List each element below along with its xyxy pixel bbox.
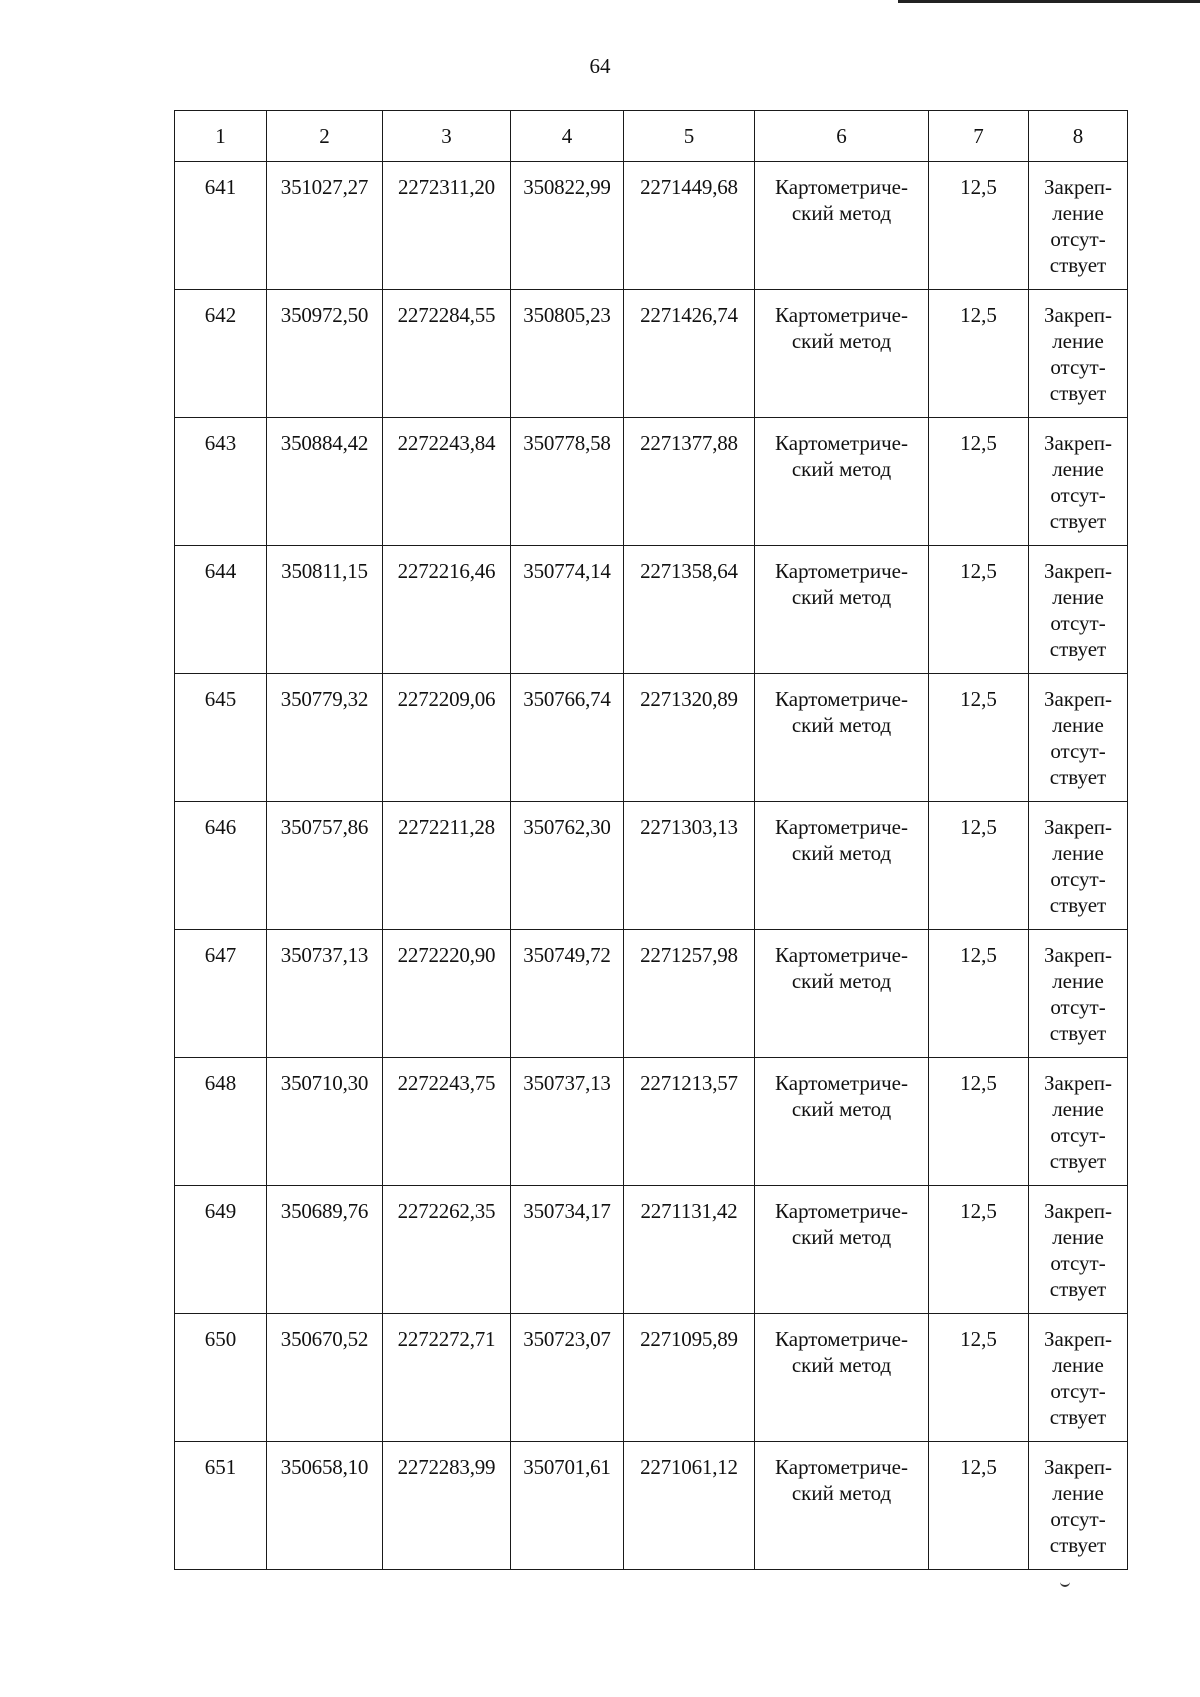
table-row [175,1314,1128,1442]
table-cell-col-4: 350822,99 [511,162,624,290]
table-cell-col-3: 2272283,99 [383,1442,511,1570]
table-cell-col-1: 651 [175,1442,267,1570]
table-cell-col-8: Закреп- ление отсут- ствует [1029,546,1128,674]
table-row [175,674,1128,802]
table-cell-col-2: 350658,10 [267,1442,383,1570]
table-cell-col-6: Картометриче- ский метод [755,418,929,546]
table-row [175,1058,1128,1186]
column-header-4: 4 [511,111,624,162]
table-row [175,1186,1128,1314]
column-header-7: 7 [929,111,1029,162]
table-cell-col-5: 2271095,89 [624,1314,755,1442]
table-cell-col-7: 12,5 [929,1186,1029,1314]
table-cell-col-7: 12,5 [929,418,1029,546]
table-cell-col-7: 12,5 [929,162,1029,290]
page-number: 64 [589,54,611,78]
table-cell-col-1: 643 [175,418,267,546]
table-cell-col-1: 648 [175,1058,267,1186]
table-cell-col-1: 645 [175,674,267,802]
table-cell-col-6: Картометриче- ский метод [755,546,929,674]
table-cell-col-8: Закреп- ление отсут- ствует [1029,1314,1128,1442]
table-cell-col-3: 2272220,90 [383,930,511,1058]
table-cell-col-3: 2272272,71 [383,1314,511,1442]
table-cell-col-7: 12,5 [929,930,1029,1058]
table-cell-col-5: 2271213,57 [624,1058,755,1186]
coordinates-table [174,110,1128,1570]
table-cell-col-4: 350701,61 [511,1442,624,1570]
table-cell-col-8: Закреп- ление отсут- ствует [1029,674,1128,802]
table-cell-col-5: 2271061,12 [624,1442,755,1570]
table-row [175,930,1128,1058]
table-cell-col-5: 2271426,74 [624,290,755,418]
table-cell-col-7: 12,5 [929,546,1029,674]
table-row [175,1442,1128,1570]
table-cell-col-2: 350884,42 [267,418,383,546]
table-cell-col-5: 2271320,89 [624,674,755,802]
table-cell-col-4: 350734,17 [511,1186,624,1314]
table-cell-col-1: 650 [175,1314,267,1442]
table-cell-col-6: Картометриче- ский метод [755,930,929,1058]
table-cell-col-5: 2271358,64 [624,546,755,674]
table-cell-col-5: 2271377,88 [624,418,755,546]
table-cell-col-7: 12,5 [929,1314,1029,1442]
table-cell-col-3: 2272243,75 [383,1058,511,1186]
table-cell-col-5: 2271131,42 [624,1186,755,1314]
table-row [175,546,1128,674]
table-row [175,162,1128,290]
table-row [175,802,1128,930]
table-cell-col-1: 646 [175,802,267,930]
table-cell-col-2: 350757,86 [267,802,383,930]
table-cell-col-4: 350737,13 [511,1058,624,1186]
table-cell-col-1: 642 [175,290,267,418]
table-cell-col-4: 350766,74 [511,674,624,802]
table-cell-col-3: 2272209,06 [383,674,511,802]
table-cell-col-7: 12,5 [929,1442,1029,1570]
table-body [175,162,1128,1570]
column-header-1: 1 [175,111,267,162]
column-header-6: 6 [755,111,929,162]
table-cell-col-1: 644 [175,546,267,674]
header-row [175,111,1128,162]
table-cell-col-7: 12,5 [929,802,1029,930]
table-cell-col-6: Картометриче- ский метод [755,1314,929,1442]
table-cell-col-3: 2272284,55 [383,290,511,418]
column-header-3: 3 [383,111,511,162]
table-cell-col-4: 350762,30 [511,802,624,930]
table-cell-col-8: Закреп- ление отсут- ствует [1029,1058,1128,1186]
top-rule [898,0,1200,3]
column-header-8: 8 [1029,111,1128,162]
table-cell-col-8: Закреп- ление отсут- ствует [1029,418,1128,546]
table-cell-col-8: Закреп- ление отсут- ствует [1029,1186,1128,1314]
table-cell-col-3: 2272211,28 [383,802,511,930]
table-cell-col-2: 350779,32 [267,674,383,802]
column-header-5: 5 [624,111,755,162]
table-cell-col-2: 350670,52 [267,1314,383,1442]
table-cell-col-4: 350778,58 [511,418,624,546]
table-cell-col-3: 2272243,84 [383,418,511,546]
table-cell-col-3: 2272216,46 [383,546,511,674]
table-cell-col-5: 2271303,13 [624,802,755,930]
table-cell-col-6: Картометриче- ский метод [755,1058,929,1186]
table-cell-col-2: 350811,15 [267,546,383,674]
table-cell-col-6: Картометриче- ский метод [755,1442,929,1570]
table-cell-col-4: 350749,72 [511,930,624,1058]
table-cell-col-3: 2272262,35 [383,1186,511,1314]
table-row [175,418,1128,546]
table-cell-col-8: Закреп- ление отсут- ствует [1029,930,1128,1058]
table-header [175,111,1128,162]
table-cell-col-4: 350805,23 [511,290,624,418]
table-cell-col-4: 350774,14 [511,546,624,674]
table-cell-col-2: 350972,50 [267,290,383,418]
table-cell-col-6: Картометриче- ский метод [755,1186,929,1314]
table-cell-col-8: Закреп- ление отсут- ствует [1029,802,1128,930]
table-cell-col-6: Картометриче- ский метод [755,290,929,418]
table-cell-col-1: 647 [175,930,267,1058]
table-cell-col-8: Закреп- ление отсут- ствует [1029,290,1128,418]
table-cell-col-7: 12,5 [929,674,1029,802]
table-cell-col-7: 12,5 [929,290,1029,418]
table-cell-col-6: Картометриче- ский метод [755,162,929,290]
table-cell-col-7: 12,5 [929,1058,1029,1186]
table-cell-col-1: 649 [175,1186,267,1314]
table-cell-col-8: Закреп- ление отсут- ствует [1029,1442,1128,1570]
table-cell-col-8: Закреп- ление отсут- ствует [1029,162,1128,290]
table-cell-col-2: 350710,30 [267,1058,383,1186]
table-row [175,290,1128,418]
table-cell-col-2: 351027,27 [267,162,383,290]
table-cell-col-1: 641 [175,162,267,290]
table-cell-col-6: Картометриче- ский метод [755,802,929,930]
table-cell-col-4: 350723,07 [511,1314,624,1442]
table-cell-col-2: 350737,13 [267,930,383,1058]
table-cell-col-2: 350689,76 [267,1186,383,1314]
table-cell-col-5: 2271257,98 [624,930,755,1058]
table-cell-col-5: 2271449,68 [624,162,755,290]
column-header-2: 2 [267,111,383,162]
table-cell-col-3: 2272311,20 [383,162,511,290]
stray-mark [1060,1580,1070,1587]
table-cell-col-6: Картометриче- ский метод [755,674,929,802]
